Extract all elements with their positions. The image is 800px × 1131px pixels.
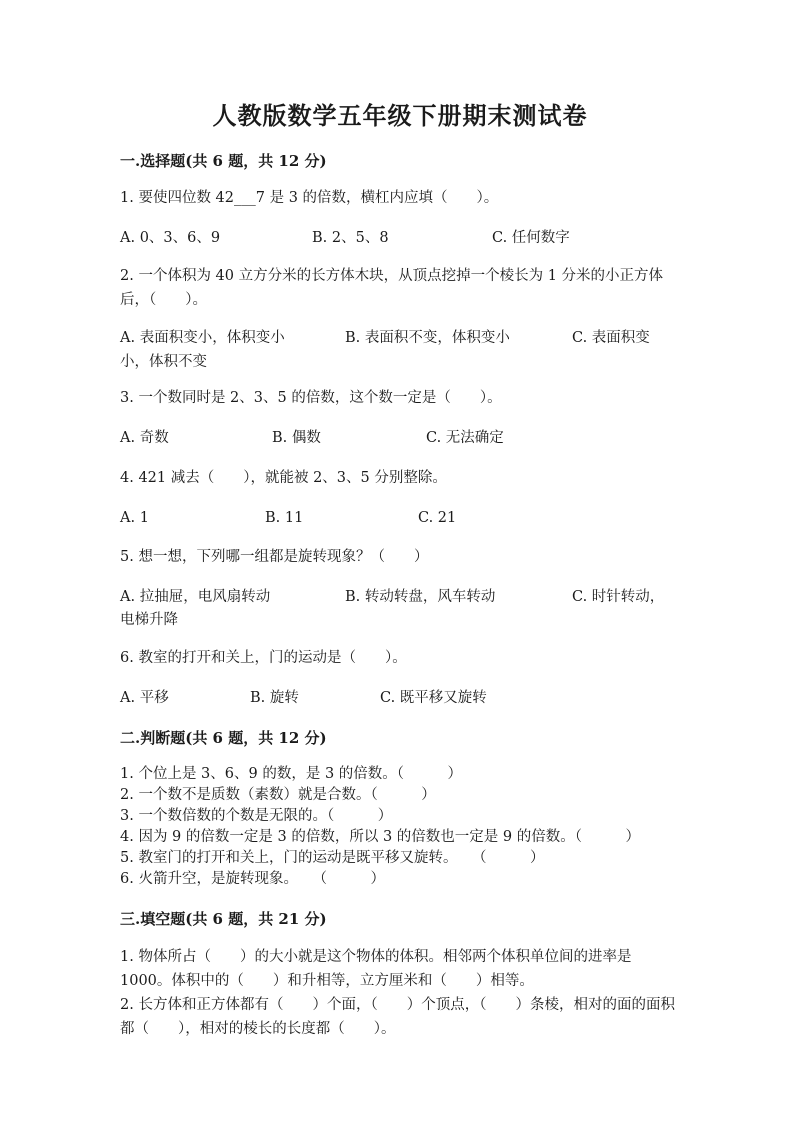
section-heading-judgement: 二.判断题(共 6 题，共 12 分) [120, 729, 327, 747]
question-text: 1. 要使四位数 42___7 是 3 的倍数，横杠内应填（ ）。 [120, 190, 499, 206]
option-c: C. 时针转动， [572, 589, 665, 605]
question-text: 5. 想一想，下列哪一组都是旋转现象？（ ） [120, 549, 429, 565]
judgement-item: 6. 火箭升空，是旋转现象。 （ ） [120, 871, 385, 887]
judgement-item: 1. 个位上是 3、6、9 的数，是 3 的倍数。（ ） [120, 766, 463, 782]
judgement-item: 4. 因为 9 的倍数一定是 3 的倍数，所以 3 的倍数也一定是 9 的倍数。（ ） [120, 829, 640, 845]
option-c-continued: 小，体积不变 [120, 354, 207, 370]
question-text: 2. 一个体积为 40 立方分米的长方体木块，从顶点挖掉一个棱长为 1 分米的小正方体后，（ ）。 [120, 268, 664, 308]
question-text: 6. 教室的打开和关上，门的运动是（ ）。 [120, 650, 407, 666]
option-c-continued: 电梯升降 [120, 612, 178, 628]
option-b: B. 偶数 [272, 430, 321, 446]
question-text: 3. 一个数同时是 2、3、5 的倍数，这个数一定是（ ）。 [120, 390, 502, 406]
option-c: C. 表面积变 [572, 330, 650, 346]
option-a: A. 奇数 [120, 430, 169, 446]
judgement-item: 3. 一个数倍数的个数是无限的。（ ） [120, 808, 393, 824]
option-a: A. 平移 [120, 690, 169, 706]
option-c: C. 既平移又旋转 [380, 690, 487, 706]
question-text: 4. 421 减去（ ），就能被 2、3、5 分别整除。 [120, 470, 447, 486]
option-b: B. 表面积不变，体积变小 [345, 330, 510, 346]
option-b: B. 2、5、8 [312, 230, 389, 246]
option-b: B. 转动转盘，风车转动 [345, 589, 496, 605]
option-c: C. 21 [418, 510, 457, 526]
page-title: 人教版数学五年级下册期末测试卷 [212, 101, 588, 130]
section-heading-choice: 一.选择题(共 6 题，共 12 分) [120, 152, 327, 170]
option-a: A. 0、3、6、9 [120, 230, 221, 246]
option-b: B. 11 [265, 510, 304, 526]
option-b: B. 旋转 [250, 690, 299, 706]
option-a: A. 1 [120, 510, 149, 526]
option-c: C. 任何数字 [492, 230, 570, 246]
judgement-item: 5. 教室门的打开和关上，门的运动是既平移又旋转。 （ ） [120, 850, 545, 866]
option-c: C. 无法确定 [426, 430, 504, 446]
section-heading-fill-blank: 三.填空题(共 6 题，共 21 分) [120, 910, 327, 928]
judgement-item: 2. 一个数不是质数（素数）就是合数。（ ） [120, 787, 436, 803]
fill-blank-question: 2. 长方体和正方体都有（ ）个面，（ ）个顶点，（ ）条棱，相对的面的面积都（ ），相对的棱长的长度都（ ）。 [120, 997, 675, 1037]
fill-blank-question: 1. 物体所占（ ）的大小就是这个物体的体积。相邻两个体积单位间的进率是 1000。体积中的（ ）和升相等，立方厘米和（ ）相等。 [120, 949, 632, 989]
option-a: A. 拉抽屉，电风扇转动 [120, 589, 271, 605]
option-a: A. 表面积变小，体积变小 [120, 330, 285, 346]
